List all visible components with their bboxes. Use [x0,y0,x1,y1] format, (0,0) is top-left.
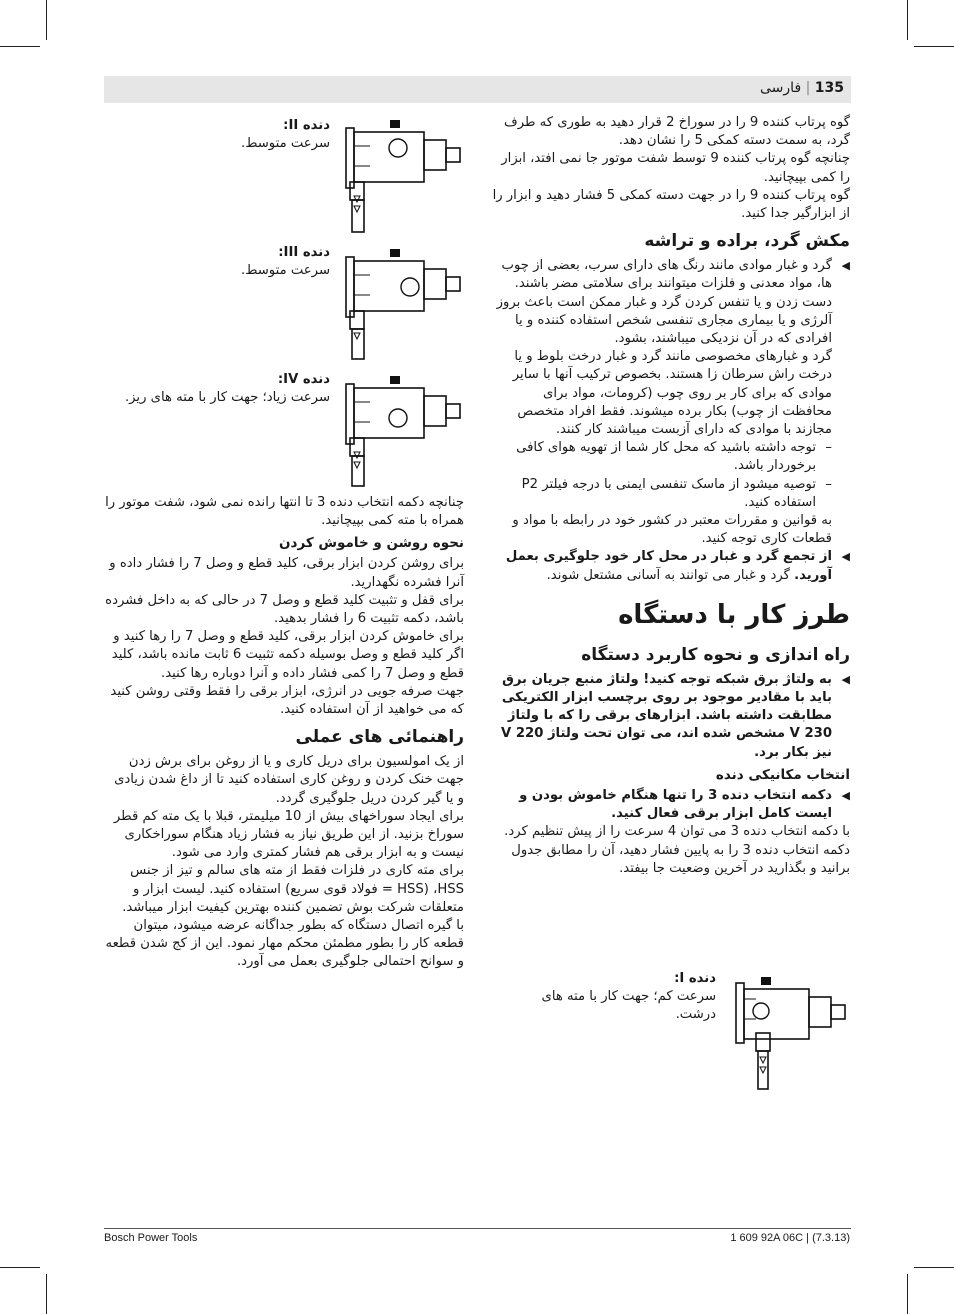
paragraph: جهت صرفه جویی در انرژی، ابزار برقی را فقط وقتی روشن کنید که می خواهید از آن استفاده کنید. [110,683,464,718]
gear-3-text [200,244,330,280]
gear-description: سرعت متوسط. [241,263,330,278]
subheading-gear: انتخاب مکانیکی دنده [715,766,850,783]
gear-title: دنده II: [283,118,330,133]
gear-description: سرعت زیاد؛ جهت کار با مته های ریز. [124,390,330,405]
triangle-bullet-icon: ◀ [841,259,850,273]
gear-title: دنده I: [674,971,716,986]
paragraph: توصیه میشود از ماسک تنفسی ایمنی با درجه فیلتر P2 استفاده کنید. [521,476,816,510]
header-language: فارسی [760,80,802,96]
triangle-bullet-icon: ◀ [841,788,850,802]
crop-mark [0,1267,40,1268]
gear-title: دنده III: [278,245,330,260]
subheading-onoff: نحوه روشن و خاموش کردن [279,535,464,552]
page-header-band [104,76,851,103]
paragraph: برای مته کاری در فلزات فقط از مته های سالم و تیز از جنس HSS، (HSS = فولاد قوی سریع) استفاده کنید. لیست ابزار و متعلقات شرکت بوش تضمین کننده بهترین کیفیت ابزار میباشد. [122,863,464,915]
gear-description: سرعت متوسط. [241,136,330,151]
paragraph: گرد و غبار موادی مانند رنگ های دارای سرب، بعضی از چوب ها، مواد معدنی و فلزات میتوانند برای سلامتی مضر باشند. دست زدن و یا تنفس کردن گرد و غبار ممکن است باعث بروز آلرژی و یا بیماری مجاری تنفسی شخص استفاده کننده و یا افرادی که در آن نزدیکی میباشند، بشود. [496,258,832,347]
gear-1-illustration [732,975,852,1090]
paragraph: به ولتاژ برق شبکه توجه کنید! ولتاژ منبع جریان برق باید با مقادیر موجود بر روی برچسب ابزار الکتریکی مطابقت داشته باشد. ابزارهای برقی را که با ولتاژ 230 V مشخص شده اند، می توان تحت ولتاژ 220 V نیز بکار برد. [501,671,832,760]
crop-mark [46,0,47,40]
paragraph: برای خاموش کردن ابزار برقی، کلید قطع و وصل 7 را رها کنید و اگر کلید قطع و وصل بوسیله دکمه تثبیت 6 ثابت مانده باشد، کلید قطع و وصل 7 را کمی فشار داده و آنرا دوباره رها کنید. [111,629,464,681]
paragraph: گوه پرتاب کننده 9 را در جهت دسته کمکی 5 فشار دهید و ابزار را از ابزارگیر جدا کنید. [492,187,850,222]
footer-doc-number: 1 609 92A 06C | (7.3.13) [730,1232,850,1244]
paragraph: برای روشن کردن ابزار برقی، کلید قطع و وصل 7 را فشار داده و آنرا فشرده نگهدارید. [109,556,464,590]
dash-bullet-icon: – [825,440,832,456]
warning-bullet [490,671,850,762]
paragraph: از تجمع گرد و غبار در محل کار خود جلوگیری بعمل آورید. گرد و غبار می توانند به آسانی مشتعل شوند. [505,549,832,583]
paragraph: گوه پرتاب کننده 9 را در سوراخ 2 قرار دهید به طوری که طرف گرد، به سمت دسته کمکی 5 را نشان دهد. [504,115,850,149]
section-heading-tips: راهنمائی های عملی [295,727,464,748]
crop-mark [914,1267,954,1268]
gear-3-illustration [340,247,465,362]
dash-item [490,439,850,475]
paragraph: به قوانین و مقررات معتبر در کشور خود در رابطه با مواد و قطعات کاری توجه کنید. [512,513,832,547]
dash-bullet-icon: – [825,476,832,492]
section-heading-start: راه اندازی و نحوه کاربرد دستگاه [581,644,850,665]
paragraph: برای ایجاد سوراخهای بیش از 10 میلیمتر، قبلا با یک مته کم قطر سوراخ بزنید. از این طریق نیاز به فشار زیاد هنگام سوراخکاری نیست و به ابزار برقی هم فشار کمتری وارد می شود. [113,808,464,861]
header-separator: | [805,80,811,96]
paragraph: با گیره اتصال دستگاه که بطور جداگانه عرضه میشود، میتوان قطعه کار را بطور مطمئن محکم مهار نمود. این از کج شدن قطعه و سوانح احتمالی جلوگیری بعمل می آورد. [105,918,464,970]
crop-mark [907,1274,908,1314]
left-column [104,494,464,972]
paragraph: چنانچه دکمه انتخاب دنده 3 تا انتها رانده نمی شود، شفت موتور را همراه با مته کمی بپیچانید. [105,495,464,529]
chapter-heading: طرز کار با دستگاه [618,599,850,630]
paragraph: توجه داشته باشید که محل کار شما از تهویه هوای کافی برخوردار باشد. [516,440,816,474]
triangle-bullet-icon: ◀ [841,672,850,686]
gear-4-illustration [340,374,465,489]
paragraph: گرد و غبارهای مخصوصی مانند گرد و غبار درخت بلوط و یا درخت راش سرطان زا هستند. بخصوص ترکیب آنها با سایر موادی که برای کار بر روی چوب (کرومات، مواد برای محافظت از چوب) بکار برده میشوند. فقط افراد متخصص مجازند با موادی که دارای آزبست میباشند کار کنند. [512,349,832,438]
gear-title: دنده IV: [277,372,330,387]
paragraph: چنانچه گوه پرتاب کننده 9 توسط شفت موتور جا نمی افتد، ابزار را کمی بپیچانید. [501,151,850,185]
paragraph: با دکمه انتخاب دنده 3 می توان 4 سرعت را از پیش تنظیم کرد. دکمه انتخاب دنده 3 را به پایین فشار دهید، آن را مطابق جدول برانید و بگذارید در آخرین وضعیت جا بیفتد. [504,824,850,876]
right-column [490,114,850,878]
warning-bullet [490,257,850,348]
paragraph: از یک امولسیون برای دریل کاری و یا از روغن برای برش زدن جهت خنک کردن و روغن کاری استفاده کنید تا از داغ شدن زیادی و یا گیر کردن دریل جلوگیری گردد. [114,754,464,806]
crop-mark [46,1274,47,1314]
crop-mark [907,0,908,40]
paragraph: برای قفل و تثبیت کلید قطع و وصل 7 در حالی که به داخل فشرده باشد، دکمه تثبیت 6 را فشار بدهید. [105,592,464,627]
footer-divider [104,1228,851,1229]
gear-4-text [104,371,330,407]
section-heading-dust: مکش گرد، براده و تراشه [644,231,850,252]
gear-2-illustration [340,118,465,233]
triangle-bullet-icon: ◀ [841,550,850,564]
gear-1-text [520,970,716,1024]
warning-bullet [490,787,850,823]
gear-description: سرعت کم؛ جهت کار با مته های درشت. [541,989,716,1022]
crop-mark [914,46,954,47]
page-number: 135 [814,80,844,96]
gear-2-text [200,117,330,153]
warning-bullet [490,548,850,584]
crop-mark [0,46,40,47]
page-header [760,80,844,96]
footer-brand: Bosch Power Tools [104,1232,198,1244]
paragraph: دکمه انتخاب دنده 3 را تنها هنگام خاموش بودن و ایست کامل ابزار برقی فعال کنید. [519,787,832,822]
dash-item [490,476,850,512]
